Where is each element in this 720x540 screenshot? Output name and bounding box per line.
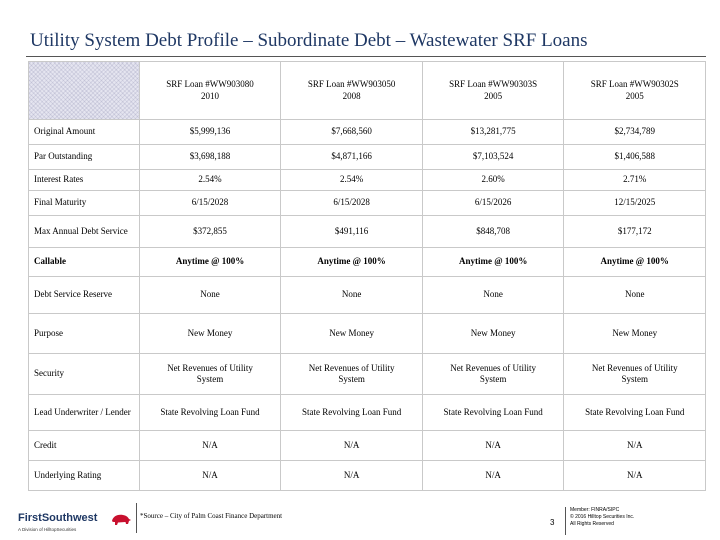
table-cell: $177,172 bbox=[564, 216, 706, 248]
table-cell: Net Revenues of Utility System bbox=[139, 354, 281, 395]
table-cell: New Money bbox=[139, 314, 281, 354]
rights-line: All Rights Reserved bbox=[570, 520, 614, 527]
column-header bbox=[422, 62, 564, 120]
table-header-row bbox=[29, 62, 706, 120]
page-number-divider bbox=[565, 507, 566, 535]
table-cell: None bbox=[139, 277, 281, 314]
row-label: Original Amount bbox=[29, 120, 140, 145]
table-row bbox=[29, 170, 706, 191]
table-cell: New Money bbox=[422, 314, 564, 354]
table-cell: $491,116 bbox=[281, 216, 423, 248]
table-cell: $1,406,588 bbox=[564, 145, 706, 170]
table-cell: N/A bbox=[139, 431, 281, 461]
row-label: Callable bbox=[29, 248, 140, 277]
table-cell: 6/15/2028 bbox=[281, 191, 423, 216]
table-cell: State Revolving Loan Fund bbox=[422, 395, 564, 431]
table-cell: $2,734,789 bbox=[564, 120, 706, 145]
table-row bbox=[29, 145, 706, 170]
column-header bbox=[281, 62, 423, 120]
table-cell: Anytime @ 100% bbox=[139, 248, 281, 277]
column-loan-year: 2005 bbox=[484, 90, 503, 101]
column-loan-number: SRF Loan #WW90302S bbox=[590, 79, 679, 90]
table-cell: Anytime @ 100% bbox=[564, 248, 706, 277]
table-cell: 2.54% bbox=[281, 170, 423, 191]
copyright-line: © 2016 Hilltop Securities Inc. bbox=[570, 513, 635, 520]
table-cell: N/A bbox=[281, 431, 423, 461]
table-cell: Net Revenues of Utility System bbox=[422, 354, 564, 395]
row-label: Underlying Rating bbox=[29, 461, 140, 491]
table-cell: $5,999,136 bbox=[139, 120, 281, 145]
table-cell: None bbox=[281, 277, 423, 314]
table-cell: None bbox=[422, 277, 564, 314]
member-line: Member: FINRA/SIPC bbox=[570, 507, 620, 513]
page-title: Utility System Debt Profile – Subordinate Debt – Wastewater SRF Loans bbox=[30, 30, 588, 51]
bison-icon bbox=[110, 512, 132, 526]
table-cell: $7,668,560 bbox=[281, 120, 423, 145]
table-cell: $372,855 bbox=[139, 216, 281, 248]
table-cell: 2.60% bbox=[422, 170, 564, 191]
table-cell: Net Revenues of Utility System bbox=[564, 354, 706, 395]
page-number: 3 bbox=[550, 518, 555, 527]
row-label: Credit bbox=[29, 431, 140, 461]
table-row bbox=[29, 120, 706, 145]
table-cell: State Revolving Loan Fund bbox=[139, 395, 281, 431]
table-cell: $848,708 bbox=[422, 216, 564, 248]
table-row bbox=[29, 248, 706, 277]
row-label: Debt Service Reserve bbox=[29, 277, 140, 314]
table-cell: Anytime @ 100% bbox=[422, 248, 564, 277]
member-disclosure bbox=[570, 507, 634, 527]
column-loan-year: 2005 bbox=[625, 90, 644, 101]
title-divider bbox=[26, 56, 706, 57]
column-loan-year: 2010 bbox=[201, 90, 220, 101]
table-cell: New Money bbox=[564, 314, 706, 354]
logo-tagline: A Division of HilltopSecurities bbox=[18, 527, 77, 532]
table-cell: Anytime @ 100% bbox=[281, 248, 423, 277]
table-cell: State Revolving Loan Fund bbox=[281, 395, 423, 431]
table-cell: $3,698,188 bbox=[139, 145, 281, 170]
table-row bbox=[29, 314, 706, 354]
table-cell: N/A bbox=[564, 431, 706, 461]
table-cell: $7,103,524 bbox=[422, 145, 564, 170]
source-note: *Source – City of Palm Coast Finance Department bbox=[140, 512, 283, 520]
row-label: Final Maturity bbox=[29, 191, 140, 216]
row-label: Par Outstanding bbox=[29, 145, 140, 170]
table-row bbox=[29, 354, 706, 395]
column-header bbox=[564, 62, 706, 120]
table-row bbox=[29, 216, 706, 248]
column-loan-year: 2008 bbox=[342, 90, 361, 101]
debt-profile-table bbox=[28, 61, 706, 491]
logo-wordmark: FirstSouthwest bbox=[18, 512, 98, 524]
row-label: Interest Rates bbox=[29, 170, 140, 191]
column-loan-number: SRF Loan #WW903050 bbox=[307, 79, 396, 90]
table-cell: 6/15/2028 bbox=[139, 191, 281, 216]
table-corner-cell bbox=[29, 62, 140, 120]
table-row bbox=[29, 461, 706, 491]
row-label: Lead Underwriter / Lender bbox=[29, 395, 140, 431]
footer-divider bbox=[136, 503, 137, 533]
table-cell: N/A bbox=[281, 461, 423, 491]
table-cell: 2.54% bbox=[139, 170, 281, 191]
table-cell: 6/15/2026 bbox=[422, 191, 564, 216]
company-logo bbox=[18, 512, 130, 536]
table-row bbox=[29, 395, 706, 431]
row-label: Security bbox=[29, 354, 140, 395]
table-cell: $4,871,166 bbox=[281, 145, 423, 170]
table-row bbox=[29, 431, 706, 461]
row-label: Max Annual Debt Service bbox=[29, 216, 140, 248]
table-cell: New Money bbox=[281, 314, 423, 354]
table-cell: 2.71% bbox=[564, 170, 706, 191]
table-cell: N/A bbox=[564, 461, 706, 491]
table-cell: N/A bbox=[422, 431, 564, 461]
column-loan-number: SRF Loan #WW903080 bbox=[166, 79, 254, 90]
row-label: Purpose bbox=[29, 314, 140, 354]
table-row bbox=[29, 191, 706, 216]
table-cell: State Revolving Loan Fund bbox=[564, 395, 706, 431]
table-row bbox=[29, 277, 706, 314]
table-cell: N/A bbox=[422, 461, 564, 491]
table-cell: None bbox=[564, 277, 706, 314]
table-cell: Net Revenues of Utility System bbox=[281, 354, 423, 395]
table-cell: N/A bbox=[139, 461, 281, 491]
table-cell: $13,281,775 bbox=[422, 120, 564, 145]
column-loan-number: SRF Loan #WW90303S bbox=[449, 79, 538, 90]
table-cell: 12/15/2025 bbox=[564, 191, 706, 216]
column-header bbox=[139, 62, 281, 120]
